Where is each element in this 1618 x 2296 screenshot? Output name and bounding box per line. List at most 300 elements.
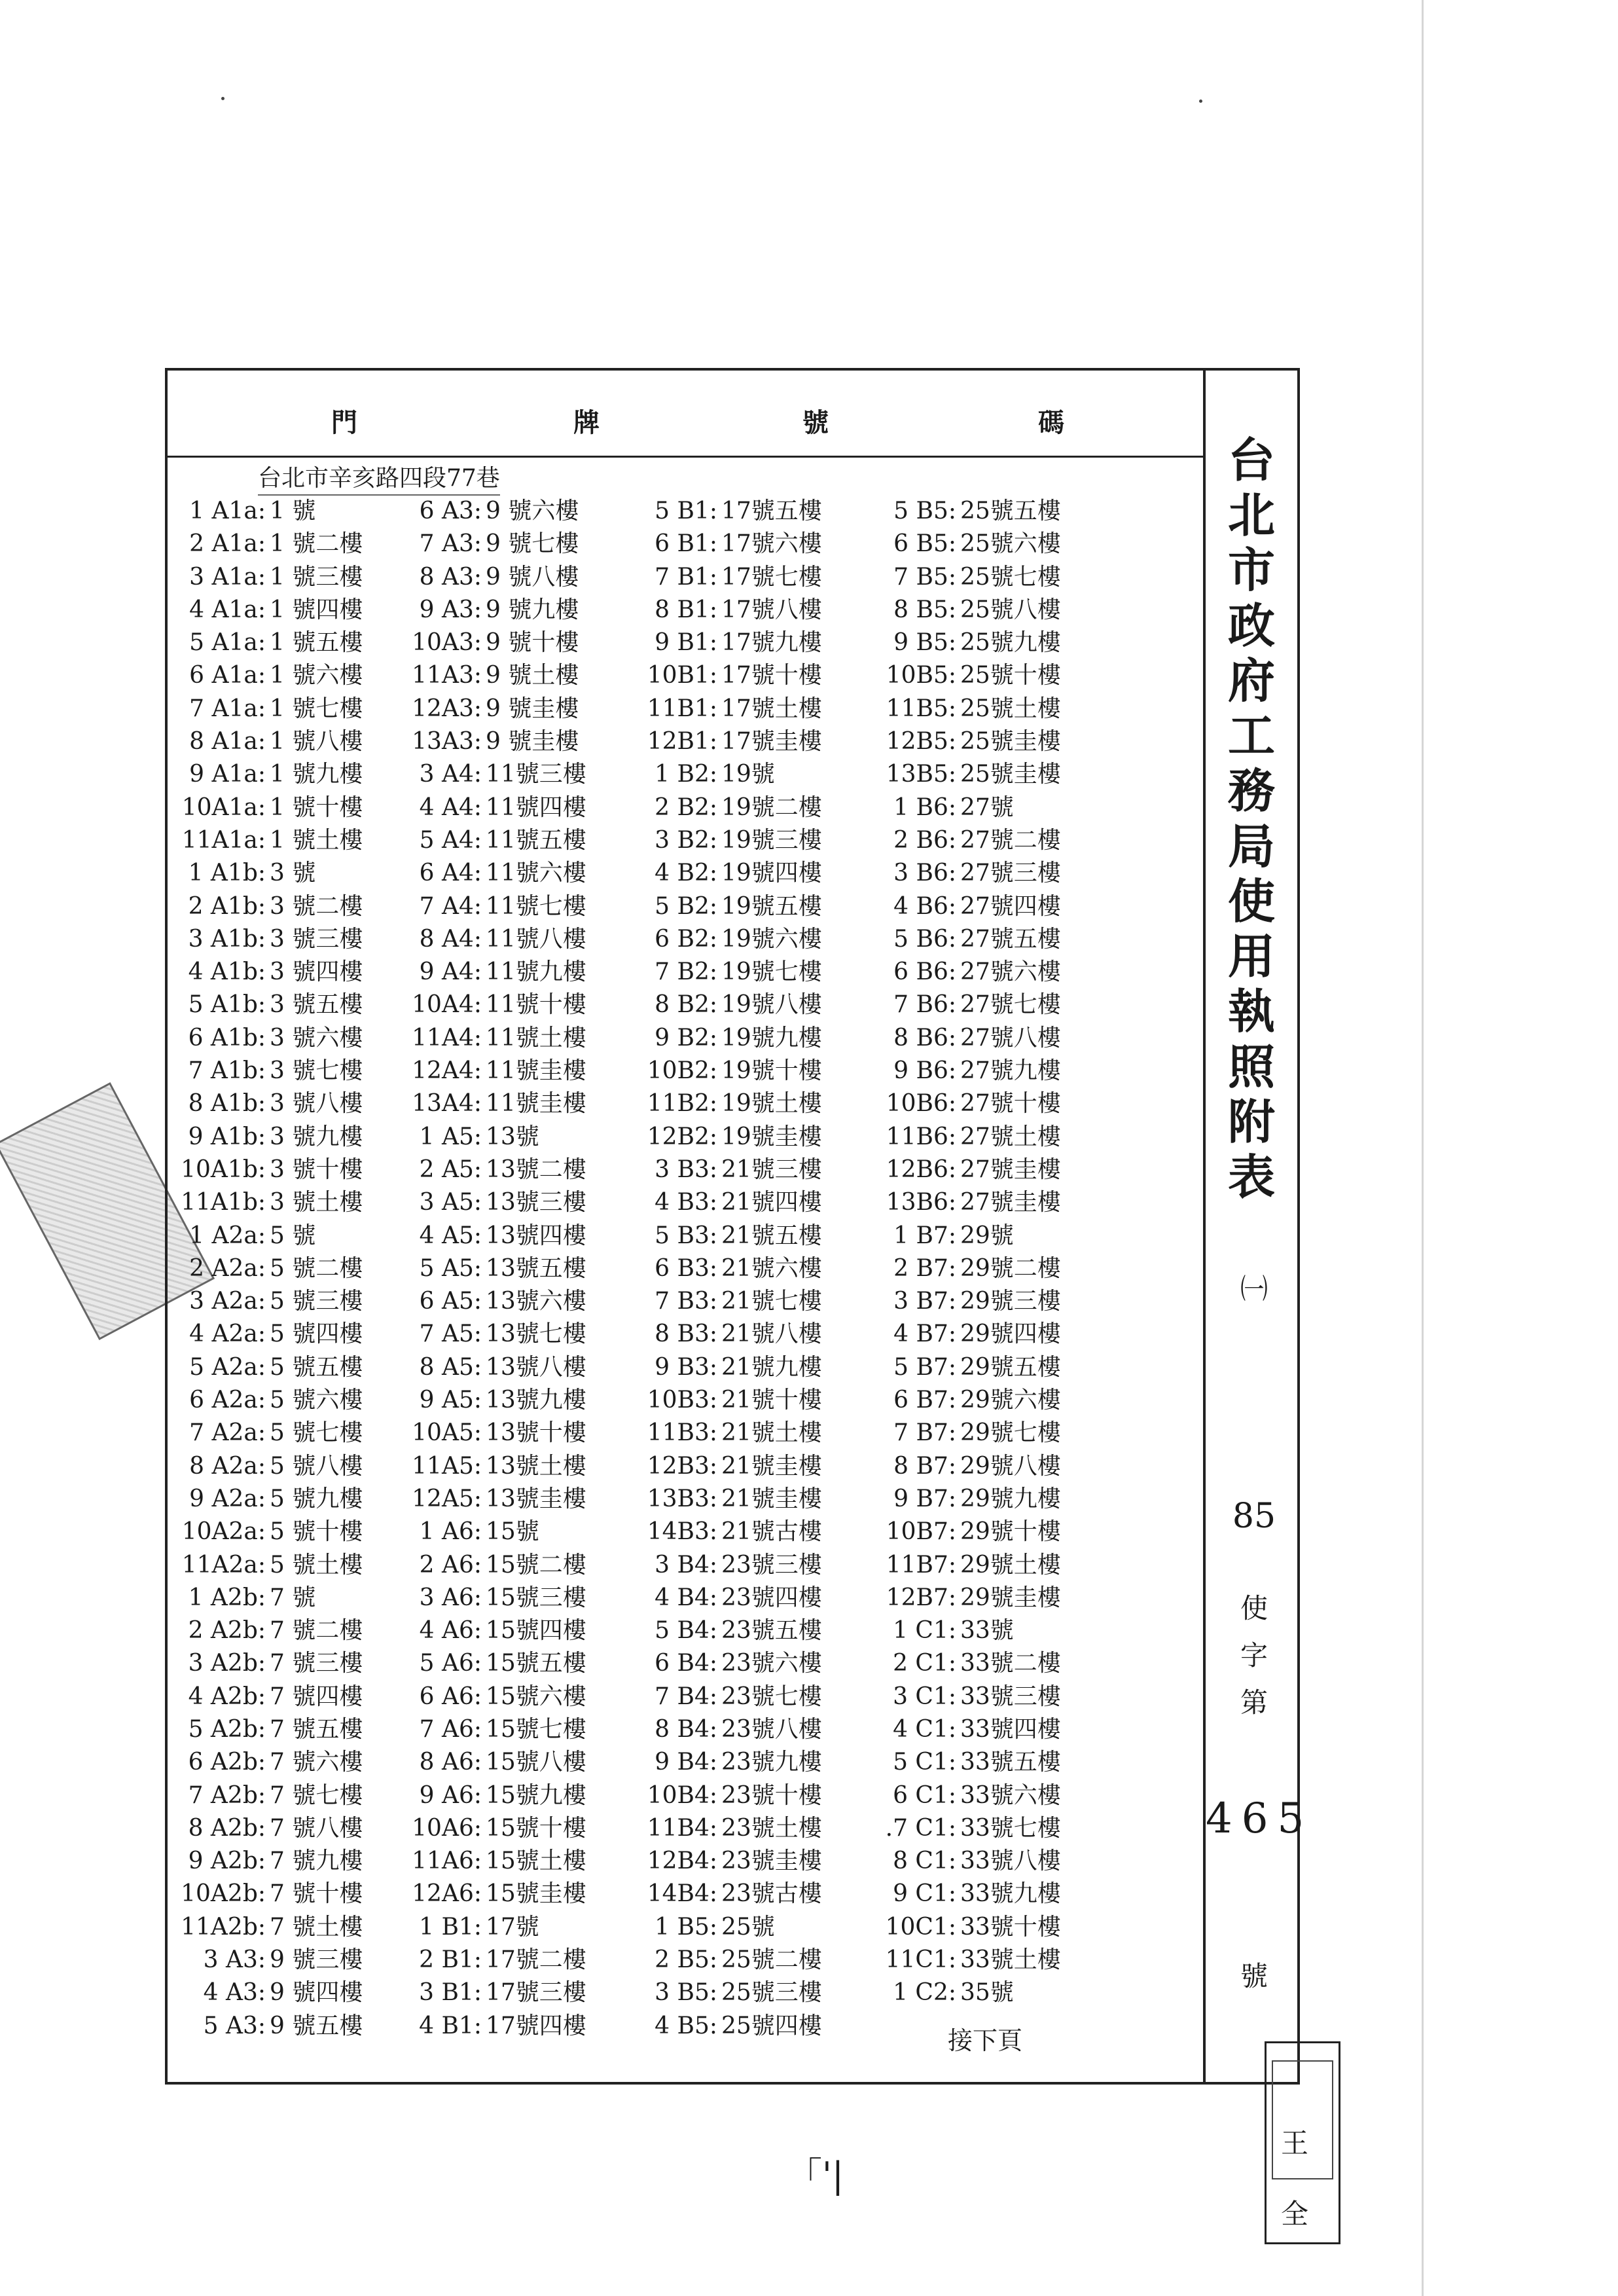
address-text: 9 號十樓	[486, 629, 579, 657]
address-entry	[878, 789, 1061, 822]
address-entry	[639, 756, 822, 788]
unit-code: 2 A5:	[419, 1156, 482, 1183]
address-entry	[639, 822, 822, 854]
address-entry	[878, 1349, 1061, 1381]
unit-code: 9 A6:	[419, 1781, 482, 1809]
address-entry	[403, 1184, 586, 1216]
unit-code: 9 A1b:	[188, 1123, 266, 1150]
address-text: 29號十樓	[960, 1518, 1061, 1546]
unit-code: 12B4:	[647, 1848, 717, 1875]
unit-code: 6 B6:	[893, 958, 956, 986]
address-entry	[639, 1184, 822, 1216]
address-entry	[168, 492, 363, 525]
address-text: 21號四樓	[721, 1189, 822, 1216]
unit-code: 7 A2a:	[189, 1419, 266, 1447]
unit-code: 8 B4:	[655, 1715, 717, 1743]
unit-code: 6 B7:	[893, 1387, 956, 1414]
address-text: 17號三樓	[486, 1979, 586, 2007]
unit-code: 9 A1a:	[189, 761, 266, 788]
unit-code: 8 A2b:	[188, 1814, 266, 1842]
address-entry	[639, 1151, 822, 1184]
unit-code: 7 A1b:	[188, 1057, 266, 1085]
unit-code: 7 A5:	[419, 1321, 482, 1348]
unit-code: 5 B1:	[655, 498, 717, 524]
address-entry	[639, 986, 822, 1019]
unit-code: 8 A5:	[419, 1353, 482, 1381]
address-entry	[639, 1974, 822, 2007]
address-text: 21號三樓	[721, 1156, 822, 1183]
address-text: 17號九樓	[721, 629, 822, 657]
address-entry	[878, 1118, 1061, 1151]
address-entry	[168, 1546, 363, 1579]
address-entry	[639, 1645, 822, 1677]
unit-code: 4 A5:	[419, 1222, 482, 1249]
unit-code: 4 A3:	[203, 1979, 266, 2007]
unit-code: 9 A2b:	[188, 1848, 266, 1875]
unit-code: 10B2:	[647, 1057, 717, 1085]
address-text: 15號五樓	[486, 1650, 586, 1677]
unit-code: 9 B6:	[893, 1057, 956, 1085]
address-entry	[403, 1645, 586, 1677]
unit-code: 6 C1:	[893, 1781, 956, 1809]
address-text: 11號圭樓	[486, 1090, 586, 1118]
address-entry	[878, 1052, 1061, 1085]
address-text: 23號三樓	[721, 1551, 822, 1578]
continued-label: 接下頁	[948, 2026, 1023, 2055]
unit-code: 8 A1a:	[189, 728, 266, 756]
address-entry	[168, 1579, 363, 1612]
unit-code: 10B3:	[647, 1387, 717, 1414]
address-text: 11號九樓	[486, 958, 586, 986]
address-entry	[403, 591, 586, 624]
address-text: 19號二樓	[721, 793, 822, 821]
unit-code: 11B6:	[886, 1123, 956, 1150]
address-entry	[878, 1612, 1061, 1645]
unit-code: 1 B5:	[655, 1913, 717, 1941]
unit-code: 12A5:	[412, 1485, 482, 1512]
address-entry	[878, 1315, 1061, 1348]
address-entry	[878, 953, 1061, 986]
unit-code: 3 A3:	[203, 1946, 266, 1974]
address-entry	[878, 1810, 1061, 1842]
address-entry	[639, 1480, 822, 1513]
address-entry	[878, 888, 1061, 920]
unit-code: 6 A1b:	[188, 1024, 266, 1051]
speck	[221, 97, 225, 100]
address-text: 19號四樓	[721, 860, 822, 887]
address-entry	[403, 1414, 586, 1447]
address-entry	[878, 525, 1061, 558]
address-text: 7 號十樓	[270, 1880, 363, 1908]
unit-code: 4 B1:	[419, 2012, 482, 2039]
address-entry	[403, 690, 586, 723]
address-text: 21號八樓	[721, 1321, 822, 1348]
address-entry	[639, 1250, 822, 1283]
unit-code: 4 B2:	[655, 860, 717, 887]
address-text: 13號八樓	[486, 1353, 586, 1381]
address-entry	[639, 690, 822, 723]
unit-code: 2 B5:	[655, 1946, 717, 1974]
unit-code: 6 A3:	[419, 498, 482, 524]
address-entry	[168, 1019, 363, 1052]
address-entry	[403, 525, 586, 558]
unit-code: 5 B6:	[893, 925, 956, 953]
address-text: 19號三樓	[721, 826, 822, 854]
address-text: 13號	[486, 1123, 539, 1150]
unit-code: 10A1b:	[181, 1156, 266, 1183]
address-entry	[878, 1513, 1061, 1546]
unit-code: 4 B7:	[893, 1321, 956, 1348]
address-text: 5 號	[270, 1222, 316, 1249]
address-text: 33號九樓	[960, 1880, 1061, 1908]
table-header	[168, 371, 1203, 458]
unit-code: 1 A6:	[419, 1518, 482, 1546]
address-column	[403, 492, 586, 2040]
address-entry	[639, 920, 822, 953]
address-text: 11號四樓	[486, 793, 586, 821]
address-entry	[403, 986, 586, 1019]
unit-code: 7 B7:	[893, 1419, 956, 1447]
address-text: 5 號二樓	[270, 1254, 363, 1282]
address-entry	[403, 1875, 586, 1908]
address-entry	[639, 591, 822, 624]
address-text: 1 號六樓	[270, 662, 363, 689]
address-entry	[403, 1612, 586, 1645]
address-text: 27號二樓	[960, 826, 1061, 854]
address-entry	[168, 1711, 363, 1743]
address-entry	[403, 1743, 586, 1776]
address-text: 5 號七樓	[270, 1419, 363, 1447]
address-text: 15號圭樓	[486, 1880, 586, 1908]
address-entry	[878, 1645, 1061, 1677]
address-entry	[168, 690, 363, 723]
address-text: 19號土樓	[721, 1090, 822, 1118]
address-text: 13號三樓	[486, 1189, 586, 1216]
address-text: 17號七樓	[721, 563, 822, 591]
unit-code: 5 A1a:	[189, 629, 266, 657]
address-entry	[168, 1908, 363, 1941]
address-text: 5 號五樓	[270, 1353, 363, 1381]
address-text: 3 號十樓	[270, 1156, 363, 1183]
unit-code: 3 B5:	[655, 1979, 717, 2007]
address-text: 25號圭樓	[960, 728, 1061, 756]
unit-code: 2 B1:	[419, 1946, 482, 1974]
address-text: 29號八樓	[960, 1452, 1061, 1480]
unit-code: 2 A1a:	[189, 530, 266, 558]
unit-code: 9 B3:	[655, 1353, 717, 1381]
address-text: 19號九樓	[721, 1024, 822, 1051]
address-entry	[403, 1315, 586, 1348]
address-text: 7 號	[270, 1584, 316, 1611]
unit-code: 5 A3:	[203, 2012, 266, 2039]
unit-code: 7 B5:	[893, 563, 956, 591]
address-text: 27號六樓	[960, 958, 1061, 986]
unit-code: 8 B5:	[893, 596, 956, 623]
address-entry	[403, 723, 586, 756]
unit-code: 6 A1a:	[189, 662, 266, 689]
unit-code: 9 B1:	[655, 629, 717, 657]
address-text: 13號四樓	[486, 1222, 586, 1249]
address-text: 17號二樓	[486, 1946, 586, 1974]
address-entry	[639, 1085, 822, 1118]
unit-code: 1 A2b:	[188, 1584, 266, 1611]
unit-code: 7 B3:	[655, 1288, 717, 1315]
address-entry	[878, 1448, 1061, 1480]
unit-code: 7 A6:	[419, 1715, 482, 1743]
address-entry	[878, 1019, 1061, 1052]
address-text: 23號圭樓	[721, 1848, 822, 1875]
address-entry	[639, 1842, 822, 1875]
unit-code: 5 B4:	[655, 1617, 717, 1645]
unit-code: 5 A4:	[419, 826, 482, 854]
unit-code: 2 A2b:	[188, 1617, 266, 1645]
address-text: 23號六樓	[721, 1650, 822, 1677]
address-text: 15號三樓	[486, 1584, 586, 1611]
address-text: 7 號三樓	[270, 1650, 363, 1677]
address-entry	[639, 1546, 822, 1579]
address-text: 9 號五樓	[270, 2012, 363, 2039]
unit-code: 10B4:	[647, 1781, 717, 1809]
unit-code: 7 B6:	[893, 991, 956, 1019]
address-text: 21號古樓	[721, 1518, 822, 1546]
address-text: 1 號十樓	[270, 793, 363, 821]
address-entry	[168, 1414, 363, 1447]
unit-code: 3 C1:	[893, 1683, 956, 1710]
address-entry	[878, 591, 1061, 624]
unit-code: 9 A2a:	[189, 1485, 266, 1512]
address-entry	[878, 1875, 1061, 1908]
address-entry	[403, 1349, 586, 1381]
address-entry	[639, 1315, 822, 1348]
address-text: 3 號九樓	[270, 1123, 363, 1150]
address-text: 17號圭樓	[721, 728, 822, 756]
unit-code: 9 C1:	[893, 1880, 956, 1908]
unit-code: 2 C1:	[893, 1650, 956, 1677]
address-text: 29號五樓	[960, 1353, 1061, 1381]
address-entry	[168, 1480, 363, 1513]
address-entry	[878, 1381, 1061, 1414]
address-entry	[168, 756, 363, 788]
address-entry	[878, 1974, 1061, 2007]
address-text: 1 號土樓	[270, 826, 363, 854]
address-text: 33號七樓	[960, 1814, 1061, 1842]
address-entry	[403, 1283, 586, 1315]
unit-code: 6 B1:	[655, 530, 717, 558]
unit-code: 10B7:	[886, 1518, 956, 1546]
unit-code: 13A3:	[412, 728, 482, 756]
address-text: 23號八樓	[721, 1715, 822, 1743]
address-entry	[639, 492, 822, 525]
address-text: 29號二樓	[960, 1254, 1061, 1282]
unit-code: 6 B2:	[655, 925, 717, 953]
address-text: 5 號土樓	[270, 1551, 363, 1578]
unit-code: 7 A1a:	[189, 695, 266, 722]
address-entry	[639, 953, 822, 986]
address-text: 27號三樓	[960, 860, 1061, 887]
address-text: 25號六樓	[960, 530, 1061, 558]
unit-code: 1 C2:	[893, 1979, 956, 2007]
unit-code: 3 B3:	[655, 1156, 717, 1183]
unit-code: 7 A4:	[419, 892, 482, 920]
address-entry	[403, 1579, 586, 1612]
unit-code: 9 B4:	[655, 1749, 717, 1776]
address-text: 9 號四樓	[270, 1979, 363, 2007]
address-text: 1 號二樓	[270, 530, 363, 558]
address-text: 21號五樓	[721, 1222, 822, 1249]
address-entry	[168, 1974, 363, 2007]
address-text: 25號四樓	[721, 2012, 822, 2039]
unit-code: 1 B1:	[419, 1913, 482, 1941]
address-entry	[878, 690, 1061, 723]
address-text: 9 號圭樓	[486, 695, 579, 722]
address-entry	[403, 1908, 586, 1941]
address-entry	[403, 1448, 586, 1480]
address-text: 27號八樓	[960, 1024, 1061, 1051]
address-entry	[403, 1019, 586, 1052]
unit-code: 1 B6:	[893, 793, 956, 821]
stamp-glyph: 王	[1281, 2127, 1309, 2159]
address-entry	[639, 558, 822, 591]
unit-code: 3 B4:	[655, 1551, 717, 1578]
address-entry	[878, 1743, 1061, 1776]
address-entry	[168, 1184, 363, 1216]
unit-code: .7 C1:	[885, 1814, 956, 1842]
address-text: 15號二樓	[486, 1551, 586, 1578]
unit-code: 3 B6:	[893, 860, 956, 887]
unit-code: 7 B4:	[655, 1683, 717, 1710]
unit-code: 12B2:	[647, 1123, 717, 1150]
address-text: 29號七樓	[960, 1419, 1061, 1447]
unit-code: 2 A2a:	[189, 1254, 266, 1282]
unit-code: 11A2a:	[181, 1551, 266, 1578]
address-text: 27號十樓	[960, 1090, 1061, 1118]
address-text: 17號五樓	[721, 498, 822, 524]
unit-code: 6 B4:	[655, 1650, 717, 1677]
address-entry	[878, 1250, 1061, 1283]
address-text: 25號三樓	[721, 1979, 822, 2007]
address-text: 3 號八樓	[270, 1090, 363, 1118]
address-text: 3 號	[270, 860, 316, 887]
address-entry	[168, 723, 363, 756]
unit-code: 10C1:	[885, 1913, 956, 1941]
address-entry	[403, 1941, 586, 1974]
attachment-table	[165, 368, 1314, 2085]
address-entry	[639, 1612, 822, 1645]
address-entry	[168, 657, 363, 689]
address-text: 19號十樓	[721, 1057, 822, 1085]
address-entry	[168, 1810, 363, 1842]
address-text: 21號圭樓	[721, 1452, 822, 1480]
address-entry	[168, 920, 363, 953]
unit-code: 8 A1b:	[188, 1090, 266, 1118]
address-entry	[168, 986, 363, 1019]
address-entry	[639, 1941, 822, 1974]
address-text: 27號圭樓	[960, 1189, 1061, 1216]
unit-code: 11B2:	[647, 1090, 717, 1118]
address-entry	[639, 1414, 822, 1447]
unit-code: 6 A2b:	[188, 1749, 266, 1776]
address-entry	[639, 1777, 822, 1810]
unit-code: 7 B1:	[655, 563, 717, 591]
unit-code: 1 A2a:	[189, 1222, 266, 1249]
binding-mark: 「'|	[787, 2155, 844, 2196]
address-entry	[639, 1513, 822, 1546]
address-entry	[639, 1579, 822, 1612]
unit-code: 2 B6:	[893, 826, 956, 854]
address-text: 33號三樓	[960, 1683, 1061, 1710]
address-text: 25號十樓	[960, 662, 1061, 689]
address-entry	[878, 756, 1061, 788]
address-entry	[168, 1151, 363, 1184]
address-entry	[168, 1842, 363, 1875]
unit-code: 4 A4:	[419, 793, 482, 821]
address-text: 7 號土樓	[270, 1913, 363, 1941]
license-word: 號	[1240, 1960, 1268, 1992]
address-entry	[639, 854, 822, 887]
unit-code: 6 A2a:	[189, 1387, 266, 1414]
address-entry	[878, 1085, 1061, 1118]
unit-code: 14B4:	[647, 1880, 717, 1908]
unit-code: 3 A6:	[419, 1584, 482, 1611]
unit-code: 11B4:	[647, 1814, 717, 1842]
address-text: 1 號五樓	[270, 629, 363, 657]
address-text: 11號六樓	[486, 860, 586, 887]
address-entry	[403, 1513, 586, 1546]
address-entry	[168, 822, 363, 854]
address-text: 15號九樓	[486, 1781, 586, 1809]
address-text: 1 號八樓	[270, 728, 363, 756]
address-entry	[403, 920, 586, 953]
address-entry	[639, 1052, 822, 1085]
address-text: 1 號四樓	[270, 596, 363, 623]
unit-code: 6 B3:	[655, 1254, 717, 1282]
address-text: 23號古樓	[721, 1880, 822, 1908]
unit-code: 1 A1a:	[189, 498, 266, 524]
unit-code: 8 B6:	[893, 1024, 956, 1051]
address-entry	[403, 1678, 586, 1711]
unit-code: 8 A3:	[419, 563, 482, 591]
unit-code: 8 C1:	[893, 1848, 956, 1875]
address-entry	[168, 1250, 363, 1283]
header-char: 牌	[573, 407, 601, 438]
address-entry	[168, 525, 363, 558]
address-text: 35號	[960, 1979, 1014, 2007]
address-entry	[639, 657, 822, 689]
address-text: 19號	[721, 761, 775, 788]
address-text: 25號土樓	[960, 695, 1061, 722]
address-entry	[639, 888, 822, 920]
address-text: 29號九樓	[960, 1485, 1061, 1512]
unit-code: 11A4:	[412, 1024, 482, 1051]
unit-code: 4 A2b:	[188, 1683, 266, 1710]
address-entry	[878, 1217, 1061, 1250]
address-text: 7 號七樓	[270, 1781, 363, 1809]
address-entry	[168, 558, 363, 591]
unit-code: 1 B2:	[655, 761, 717, 788]
address-text: 15號	[486, 1518, 539, 1546]
address-text: 3 號五樓	[270, 991, 363, 1019]
scan-edge	[1422, 0, 1424, 2296]
unit-code: 3 A4:	[419, 761, 482, 788]
address-entry	[878, 558, 1061, 591]
address-text: 19號八樓	[721, 991, 822, 1019]
license-number: 465	[1206, 1795, 1314, 1843]
unit-code: 3 B2:	[655, 826, 717, 854]
address-text: 27號四樓	[960, 892, 1061, 920]
unit-code: 8 B7:	[893, 1452, 956, 1480]
address-entry	[639, 1019, 822, 1052]
unit-code: 11A2b:	[181, 1913, 266, 1941]
